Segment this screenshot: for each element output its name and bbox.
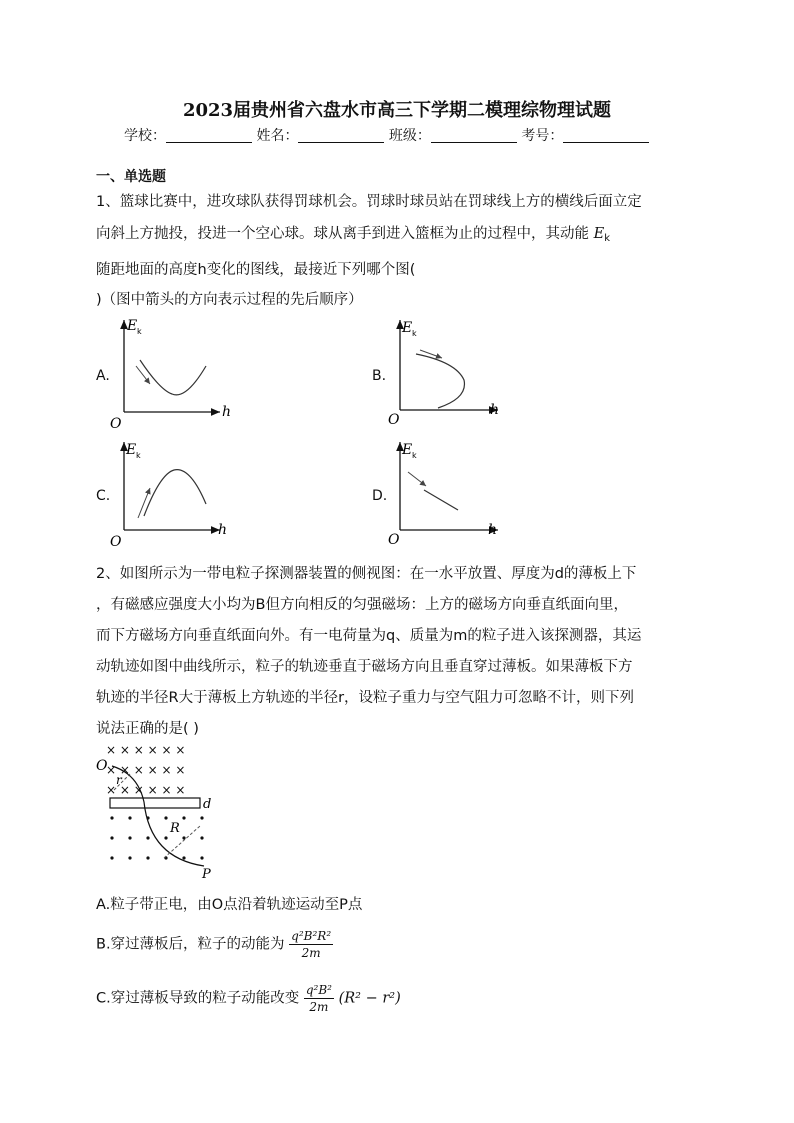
q2-option-c-numerator: q²B² (305, 983, 332, 997)
graph-c-origin: O (110, 534, 122, 550)
q2-line3: 而下方磁场方向垂直纸面向外。有一电荷量为q、质量为m的粒子进入该探测器，其运 (96, 628, 642, 644)
graph-c-ylabel-sub: k (136, 451, 141, 460)
graph-d-origin: O (388, 532, 400, 548)
exam-no-blank[interactable] (563, 128, 649, 143)
graph-b-ylabel-sub: k (412, 329, 417, 338)
q2-option-c-fraction (304, 982, 334, 1015)
fig-label-r: r (116, 773, 122, 787)
q2-option-c-denominator: 2m (309, 1000, 329, 1014)
q1-graph-a (110, 312, 240, 432)
graph-d-line (424, 490, 458, 510)
graph-a-curve (140, 360, 206, 395)
fig-label-p: P (202, 867, 211, 882)
graph-b-ylabel: E (402, 320, 413, 336)
q1-option-d-label[interactable]: D. (372, 488, 388, 504)
exam-no-label: 考号： (521, 128, 564, 144)
graph-a-arrow (136, 366, 150, 384)
q1-graph-c (110, 434, 240, 554)
q1-option-c-label[interactable]: C. (96, 488, 111, 504)
q2-line6: 说法正确的是( ) (96, 721, 199, 737)
section-title: 一、单选题 (96, 169, 166, 185)
graph-c-curve (144, 470, 206, 516)
q1-option-b-label[interactable]: B. (372, 368, 387, 384)
school-label: 学校： (124, 128, 166, 144)
ek-subscript: k (604, 233, 610, 244)
graph-c-ylabel: E (126, 442, 137, 458)
q1-line3: 随距地面的高度h变化的图线，最接近下列哪个图( (96, 262, 416, 278)
q2-option-c[interactable] (96, 982, 401, 1015)
graph-d-ylabel-sub: k (412, 451, 417, 460)
particle-trajectory (112, 766, 204, 866)
svg-text:× × × × × ×: × × × × × × (106, 783, 186, 797)
q2-line1: 2、如图所示为一带电粒子探测器装置的侧视图：在一水平放置、厚度为d的薄板上下 (96, 566, 637, 582)
graph-c-arrow (138, 488, 150, 518)
page-title: 2023届贵州省六盘水市高三下学期二模理综物理试题 (182, 100, 612, 121)
q2-line2: ，有磁感应强度大小均为B但方向相反的匀强磁场：上方的磁场方向垂直纸面向里， (96, 597, 628, 613)
ek-symbol: E (593, 226, 605, 242)
q1-line1: 1、篮球比赛中，进攻球队获得罚球机会。罚球时球员站在罚球线上方的横线后面立定 (96, 194, 642, 210)
q2-option-c-tail: (R² − r²) (338, 990, 401, 1007)
q2-option-c-text: C.穿过薄板导致的粒子动能改变 (96, 990, 300, 1007)
q2-option-b-numerator: q²B²R² (291, 929, 332, 943)
q2-option-b-denominator: 2m (301, 946, 321, 960)
fig-label-R: R (170, 821, 180, 836)
q2-option-a[interactable]: A.粒子带正电，由O点沿着轨迹运动至P点 (96, 897, 363, 913)
graph-d-ylabel: E (402, 442, 413, 458)
school-blank[interactable] (166, 128, 252, 143)
graph-a-origin: O (110, 416, 122, 432)
class-blank[interactable] (431, 128, 517, 143)
q1-line2-text: 向斜上方抛投，投进一个空心球。球从离手到进入篮框为止的过程中，其动能 (96, 226, 589, 242)
graph-a-xlabel: h (222, 404, 232, 420)
student-info-line (124, 125, 649, 145)
graph-d-xlabel: h (488, 522, 498, 538)
graph-a-ylabel: E (127, 318, 138, 334)
graph-b-origin: O (388, 412, 400, 428)
svg-text:× × × × × ×: × × × × × × (106, 763, 186, 777)
q2-option-b-fraction (289, 928, 333, 961)
lower-field-dots (110, 816, 203, 859)
q2-option-b-text: B.穿过薄板后，粒子的动能为 (96, 936, 285, 953)
graph-b-curve (416, 354, 464, 408)
class-label: 班级： (388, 128, 431, 144)
svg-text:× × × × × ×: × × × × × × (106, 743, 186, 757)
fig-label-o: O (96, 758, 108, 774)
q2-option-b[interactable] (96, 928, 333, 961)
q2-line4: 动轨迹如图中曲线所示，粒子的轨迹垂直于磁场方向且垂直穿过薄板。如果薄板下方 (96, 659, 633, 675)
graph-c-xlabel: h (218, 522, 228, 538)
q1-graph-b (386, 312, 516, 432)
name-label: 姓名： (256, 128, 299, 144)
q1-line2 (96, 222, 610, 244)
q2-line5: 轨迹的半径R大于薄板上方轨迹的半径r，设粒子重力与空气阻力可忽略不计，则下列 (96, 690, 635, 706)
graph-a-ylabel-sub: k (137, 327, 142, 336)
q2-detector-figure (94, 740, 234, 885)
name-blank[interactable] (298, 128, 384, 143)
graph-d-arrow (408, 472, 426, 486)
graph-b-arrow (420, 350, 442, 358)
upper-field-crosses (106, 743, 185, 797)
graph-b-xlabel: h (490, 402, 500, 418)
thin-plate (110, 798, 200, 808)
q1-graph-d (386, 434, 516, 554)
q1-line4: )（图中箭头的方向表示过程的先后顺序） (96, 292, 363, 308)
q1-option-a-label[interactable]: A. (96, 368, 110, 384)
fig-label-d: d (203, 797, 212, 812)
